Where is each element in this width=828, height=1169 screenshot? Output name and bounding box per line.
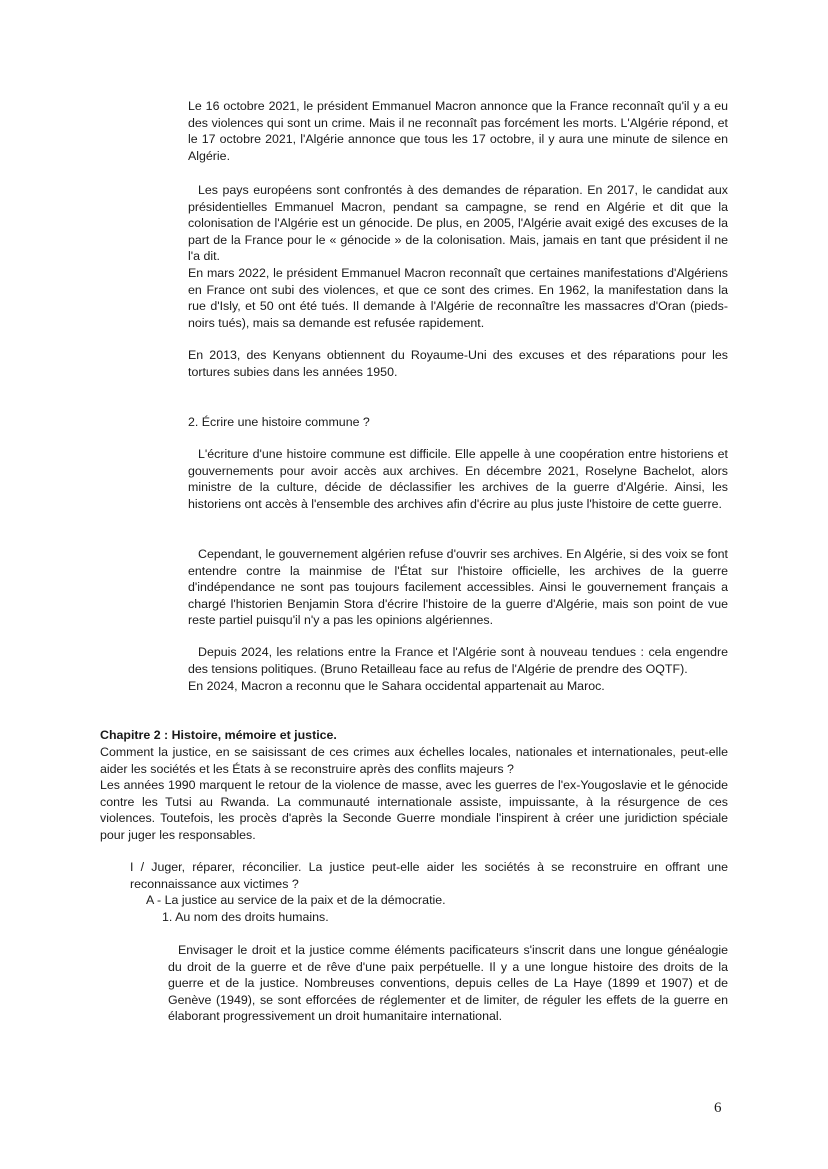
section-heading-histoire-commune: 2. Écrire une histoire commune ? bbox=[188, 415, 370, 429]
paragraph-october-2021: Le 16 octobre 2021, le président Emmanuel Macron annonce que la France reconnaît qu'il y a eu des violences qui sont un crime. Mais il ne reconnaît pas forcément les morts. L'Algérie répond, et le 17 octobre 2021, l'Algérie annonce que tous les 17 octobre, il y aura une minute de silence en Algérie. bbox=[188, 99, 728, 163]
paragraph-reparations: Les pays européens sont confrontés à des demandes de réparation. En 2017, le candidat aux présidentielles Emmanuel Macron, pendant sa campagne, se rend en Algérie et dit que la colonisation de l'Algérie est un génocide. De plus, en 2005, l'Algérie avait exigé des excuses de la part de la France pour le « génocide » de la colonisation. Mais, jamais en tant que président il ne l'a dit. bbox=[188, 183, 728, 264]
paragraph-ecriture: L'écriture d'une histoire commune est difficile. Elle appelle à une coopération entre historiens et gouvernements pour avoir accès aux archives. En décembre 2021, Roselyne Bachelot, alors ministre de la culture, décide de déclassifier les archives de la guerre d'Algérie. Ainsi, les historiens ont accès à l'ensemble des archives afin d'écrire au plus juste l'histoire de cette guerre. bbox=[188, 447, 728, 511]
paragraph-march-2022: En mars 2022, le président Emmanuel Macron reconnaît que certaines manifestations d'Algériens en France ont subi des violences, et que ce sont des crimes. En 1962, la manifestation dans la rue d'Isly, et 50 ont été tués. Il demande à l'Algérie de reconnaître les massacres d'Oran (pieds-noirs tués), mais sa demande est refusée rapidement. bbox=[188, 266, 728, 330]
paragraph-envisager: Envisager le droit et la justice comme éléments pacificateurs s'inscrit dans une longue généalogie du droit de la guerre et de rêve d'une paix perpétuelle. Il y a une longue histoire des droits de la guerre et de la justice. Nombreuses conventions, depuis celles de La Haye (1899 et 1907) et de Genève (1949), se sont efforcées de réglementer et de limiter, de réguler les effets de la guerre en élaborant progressivement un droit humanitaire international. bbox=[168, 943, 728, 1024]
chapter-title: Chapitre 2 : Histoire, mémoire et justice. bbox=[100, 728, 337, 742]
subsection-heading-1: 1. Au nom des droits humains. bbox=[162, 910, 329, 924]
subpart-heading-a: A - La justice au service de la paix et de la démocratie. bbox=[146, 893, 446, 907]
part-heading-1: I / Juger, réparer, réconcilier. La justice peut-elle aider les sociétés à se reconstruire en offrant une reconnaissance aux victimes ? bbox=[130, 860, 728, 891]
paragraph-sahara: En 2024, Macron a reconnu que le Sahara occidental appartenait au Maroc. bbox=[188, 679, 605, 693]
page-number: 6 bbox=[714, 1100, 722, 1116]
paragraph-kenya: En 2013, des Kenyans obtiennent du Royaume-Uni des excuses et des réparations pour les tortures subies dans les années 1950. bbox=[188, 348, 728, 379]
paragraph-cependant: Cependant, le gouvernement algérien refuse d'ouvrir ses archives. En Algérie, si des voix se font entendre contre la mainmise de l'État sur l'histoire officielle, les archives de la guerre d'indépendance ne sont pas toujours facilement accessibles. Ainsi le gouvernement français a chargé l'historien Benjamin Stora d'écrire l'histoire de la guerre d'Algérie, mais son point de vue reste partiel puisqu'il n'y a pas les opinions algériennes. bbox=[188, 547, 728, 628]
chapter-intro: Les années 1990 marquent le retour de la violence de masse, avec les guerres de l'ex-Yougoslavie et le génocide contre les Tutsi au Rwanda. La communauté internationale assiste, impuissante, à la résurgence de ces violences. Toutefois, les procès d'après la Seconde Guerre mondiale l'inspirent à créer une juridiction spéciale pour juger les responsables. bbox=[100, 778, 728, 842]
paragraph-depuis-2024: Depuis 2024, les relations entre la France et l'Algérie sont à nouveau tendues : cela engendre des tensions politiques. (Bruno Retailleau face au refus de l'Algérie de prendre des OQTF). bbox=[188, 645, 728, 676]
chapter-question: Comment la justice, en se saisissant de ces crimes aux échelles locales, nationales et internationales, peut-elle aider les sociétés et les États à se reconstruire après des conflits majeurs ? bbox=[100, 745, 728, 776]
